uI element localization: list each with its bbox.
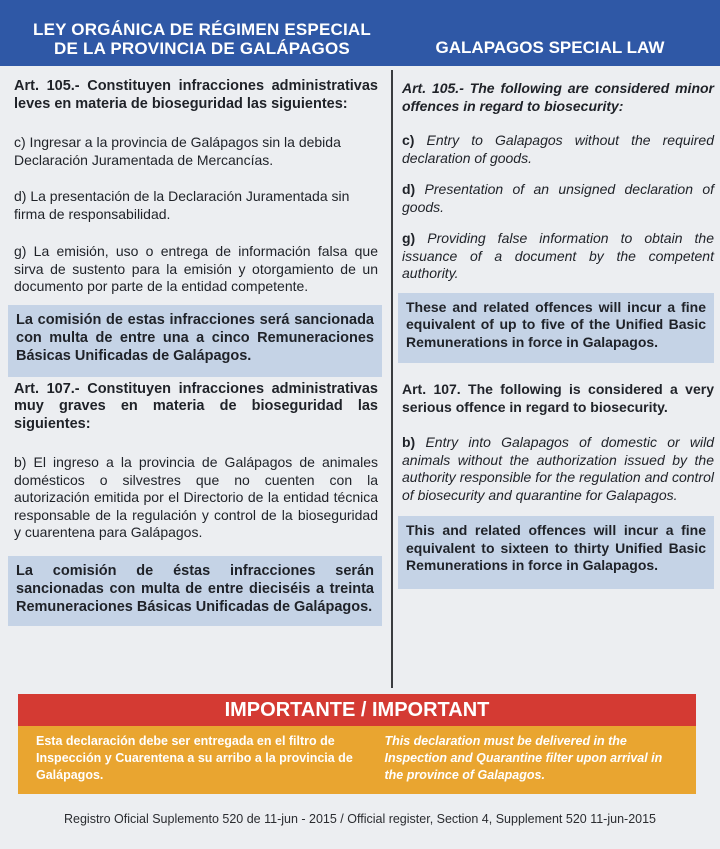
en-art105-d: Presentation of an unsigned declaration of goods.	[402, 181, 714, 215]
en-art105-title: Art. 105.- The following are considered minor offences in regard to biosecurity:	[402, 80, 714, 114]
es-art105-d: d) La presentación de la Declaración Juramentada sin firma de responsabilidad.	[14, 188, 350, 222]
es-art105-g: g) La emisión, uso o entrega de información falsa que sirva de sustento para la emisión y otorgamiento de un documento por parte de la entidad competente.	[14, 243, 378, 294]
en-art105-c-item	[402, 132, 714, 167]
important-body	[18, 726, 696, 794]
en-art105-c-letter: c)	[402, 132, 415, 148]
es-penalty-107-box	[8, 556, 382, 626]
es-art107-b: b) El ingreso a la provincia de Galápagos de animales domésticos o silvestres que no cuenten con la autorización emitida por el Directorio de la entidad técnica responsable de la regulación y control de la bioseguridad y cuarentena para Galápagos.	[14, 454, 378, 540]
important-text-english: This declaration must be delivered in the Inspection and Quarantine filter upon arrival in the province of Galapagos.	[384, 734, 663, 782]
title-spanish	[22, 20, 382, 58]
en-penalty-105-box	[398, 293, 714, 364]
en-penalty-107: This and related offences will incur a fine equivalent to sixteen to thirty Unified Basic Remunerations in force in Galapagos.	[406, 522, 706, 573]
spanish-column	[14, 78, 378, 626]
en-art105-d-letter: d)	[402, 181, 416, 197]
es-penalty-107: La comisión de éstas infracciones serán sancionadas con multa de entre dieciséis a treinta Remuneraciones Básicas Unificadas de Galápagos.	[16, 562, 374, 615]
english-column	[402, 80, 714, 589]
title-spanish-line1: LEY ORGÁNICA DE RÉGIMEN ESPECIAL	[33, 20, 371, 39]
en-art105-g-item	[402, 230, 714, 283]
important-notice	[18, 694, 696, 794]
es-penalty-105: La comisión de estas infracciones será sancionada con multa de entre una a cinco Remuneraciones Básicas Unificadas de Galápagos.	[16, 311, 374, 364]
header-banner	[0, 0, 720, 66]
en-art107-b-letter: b)	[402, 434, 416, 450]
important-heading: IMPORTANTE / IMPORTANT	[18, 694, 696, 726]
footer-citation: Registro Oficial Suplemento 520 de 11-jun - 2015 / Official register, Section 4, Supplement 520 11-jun-2015	[63, 812, 657, 826]
en-penalty-105: These and related offences will incur a fine equivalent of up to five of the Unified Basic Remunerations in force in Galapagos.	[406, 298, 706, 350]
en-art105-d-item	[402, 181, 714, 216]
en-art105-g: Providing false information to obtain the issuance of a document by the competent authority.	[402, 230, 714, 281]
es-art107-title: Art. 107.- Constituyen infracciones administrativas muy graves en materia de bioseguridad las siguientes:	[14, 380, 378, 432]
en-art105-g-letter: g)	[402, 230, 416, 246]
es-art105-c: c) Ingresar a la provincia de Galápagos sin la debida Declaración Juramentada de Mercancías.	[14, 134, 341, 168]
en-art107-b: Entry into Galapagos of domestic or wild animals without the authorization issued by the authority responsible for the regulation and control of biosecurity and quarantine for Galapagos.	[402, 434, 714, 503]
title-english: GALAPAGOS SPECIAL LAW	[435, 38, 665, 57]
es-art105-title: Art. 105.- Constituyen infracciones administrativas leves en materia de bioseguridad las siguientes:	[14, 78, 378, 112]
en-penalty-107-box	[398, 516, 714, 589]
es-penalty-105-box	[8, 305, 382, 377]
title-spanish-line2: DE LA PROVINCIA DE GALÁPAGOS	[54, 39, 350, 58]
en-art105-c: Entry to Galapagos without the required declaration of goods.	[402, 132, 714, 166]
column-divider	[391, 70, 393, 688]
en-art107-b-item	[402, 434, 714, 504]
en-art107-title: Art. 107. The following is considered a very serious offence in regard to biosecurity.	[402, 381, 714, 415]
important-text-spanish: Esta declaración debe ser entregada en el filtro de Inspección y Cuarentena a su arribo a la provincia de Galápagos.	[36, 734, 353, 782]
